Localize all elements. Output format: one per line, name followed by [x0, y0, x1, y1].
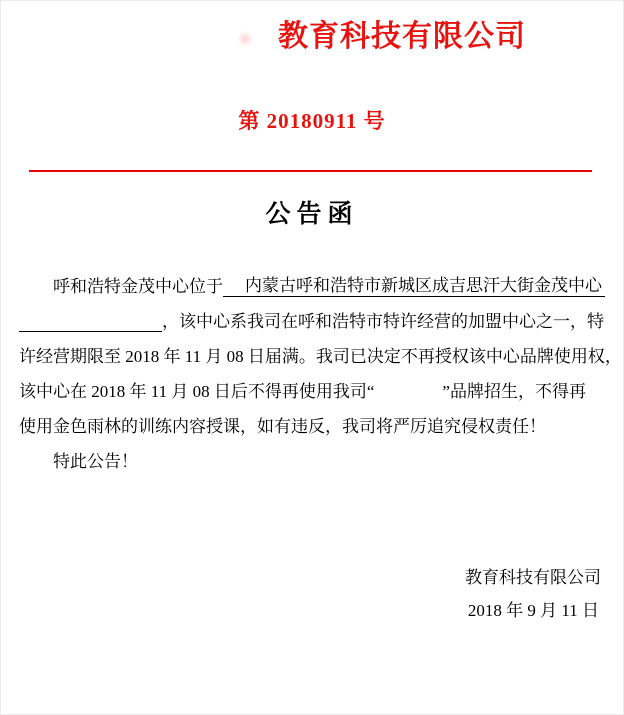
center-location-underlined-text: 内蒙古呼和浩特市新城区成吉思汗大街金茂中心 — [223, 276, 605, 297]
erased-letterhead-mark — [237, 31, 253, 47]
body-paragraph — [19, 269, 622, 479]
document-number: 第 20180911 号 — [238, 109, 386, 133]
body-closing-line: 特此公告！ — [53, 452, 138, 471]
body-line-3: 许经营期限至 2018 年 11 月 08 日届满。我司已决定不再授权该中心品牌使用权， — [19, 347, 622, 366]
letterhead-company-title: 教育科技有限公司 — [278, 20, 526, 53]
blank-underline-segment — [19, 312, 162, 332]
body-line-5: 使用金色雨林的训练内容授课，如有违反，我司将严厉追究侵权责任！ — [19, 417, 546, 436]
letterhead-divider-rule — [29, 170, 592, 172]
announcement-title: 公告函 — [265, 201, 359, 228]
signature-company: 教育科技有限公司 — [465, 568, 601, 587]
body-line-1-text: 呼和浩特金茂中心位于 — [53, 277, 223, 296]
body-line-4: 该中心在 2018 年 11 月 08 日后不得再使用我司“ ”品牌招生，不得再 — [19, 382, 586, 401]
body-line-1 — [19, 269, 605, 304]
signature-date: 2018 年 9 月 11 日 — [467, 601, 599, 620]
body-line-2-text: ，该中心系我司在呼和浩特市特许经营的加盟中心之一，特 — [162, 312, 604, 331]
body-line-2 — [19, 304, 605, 339]
